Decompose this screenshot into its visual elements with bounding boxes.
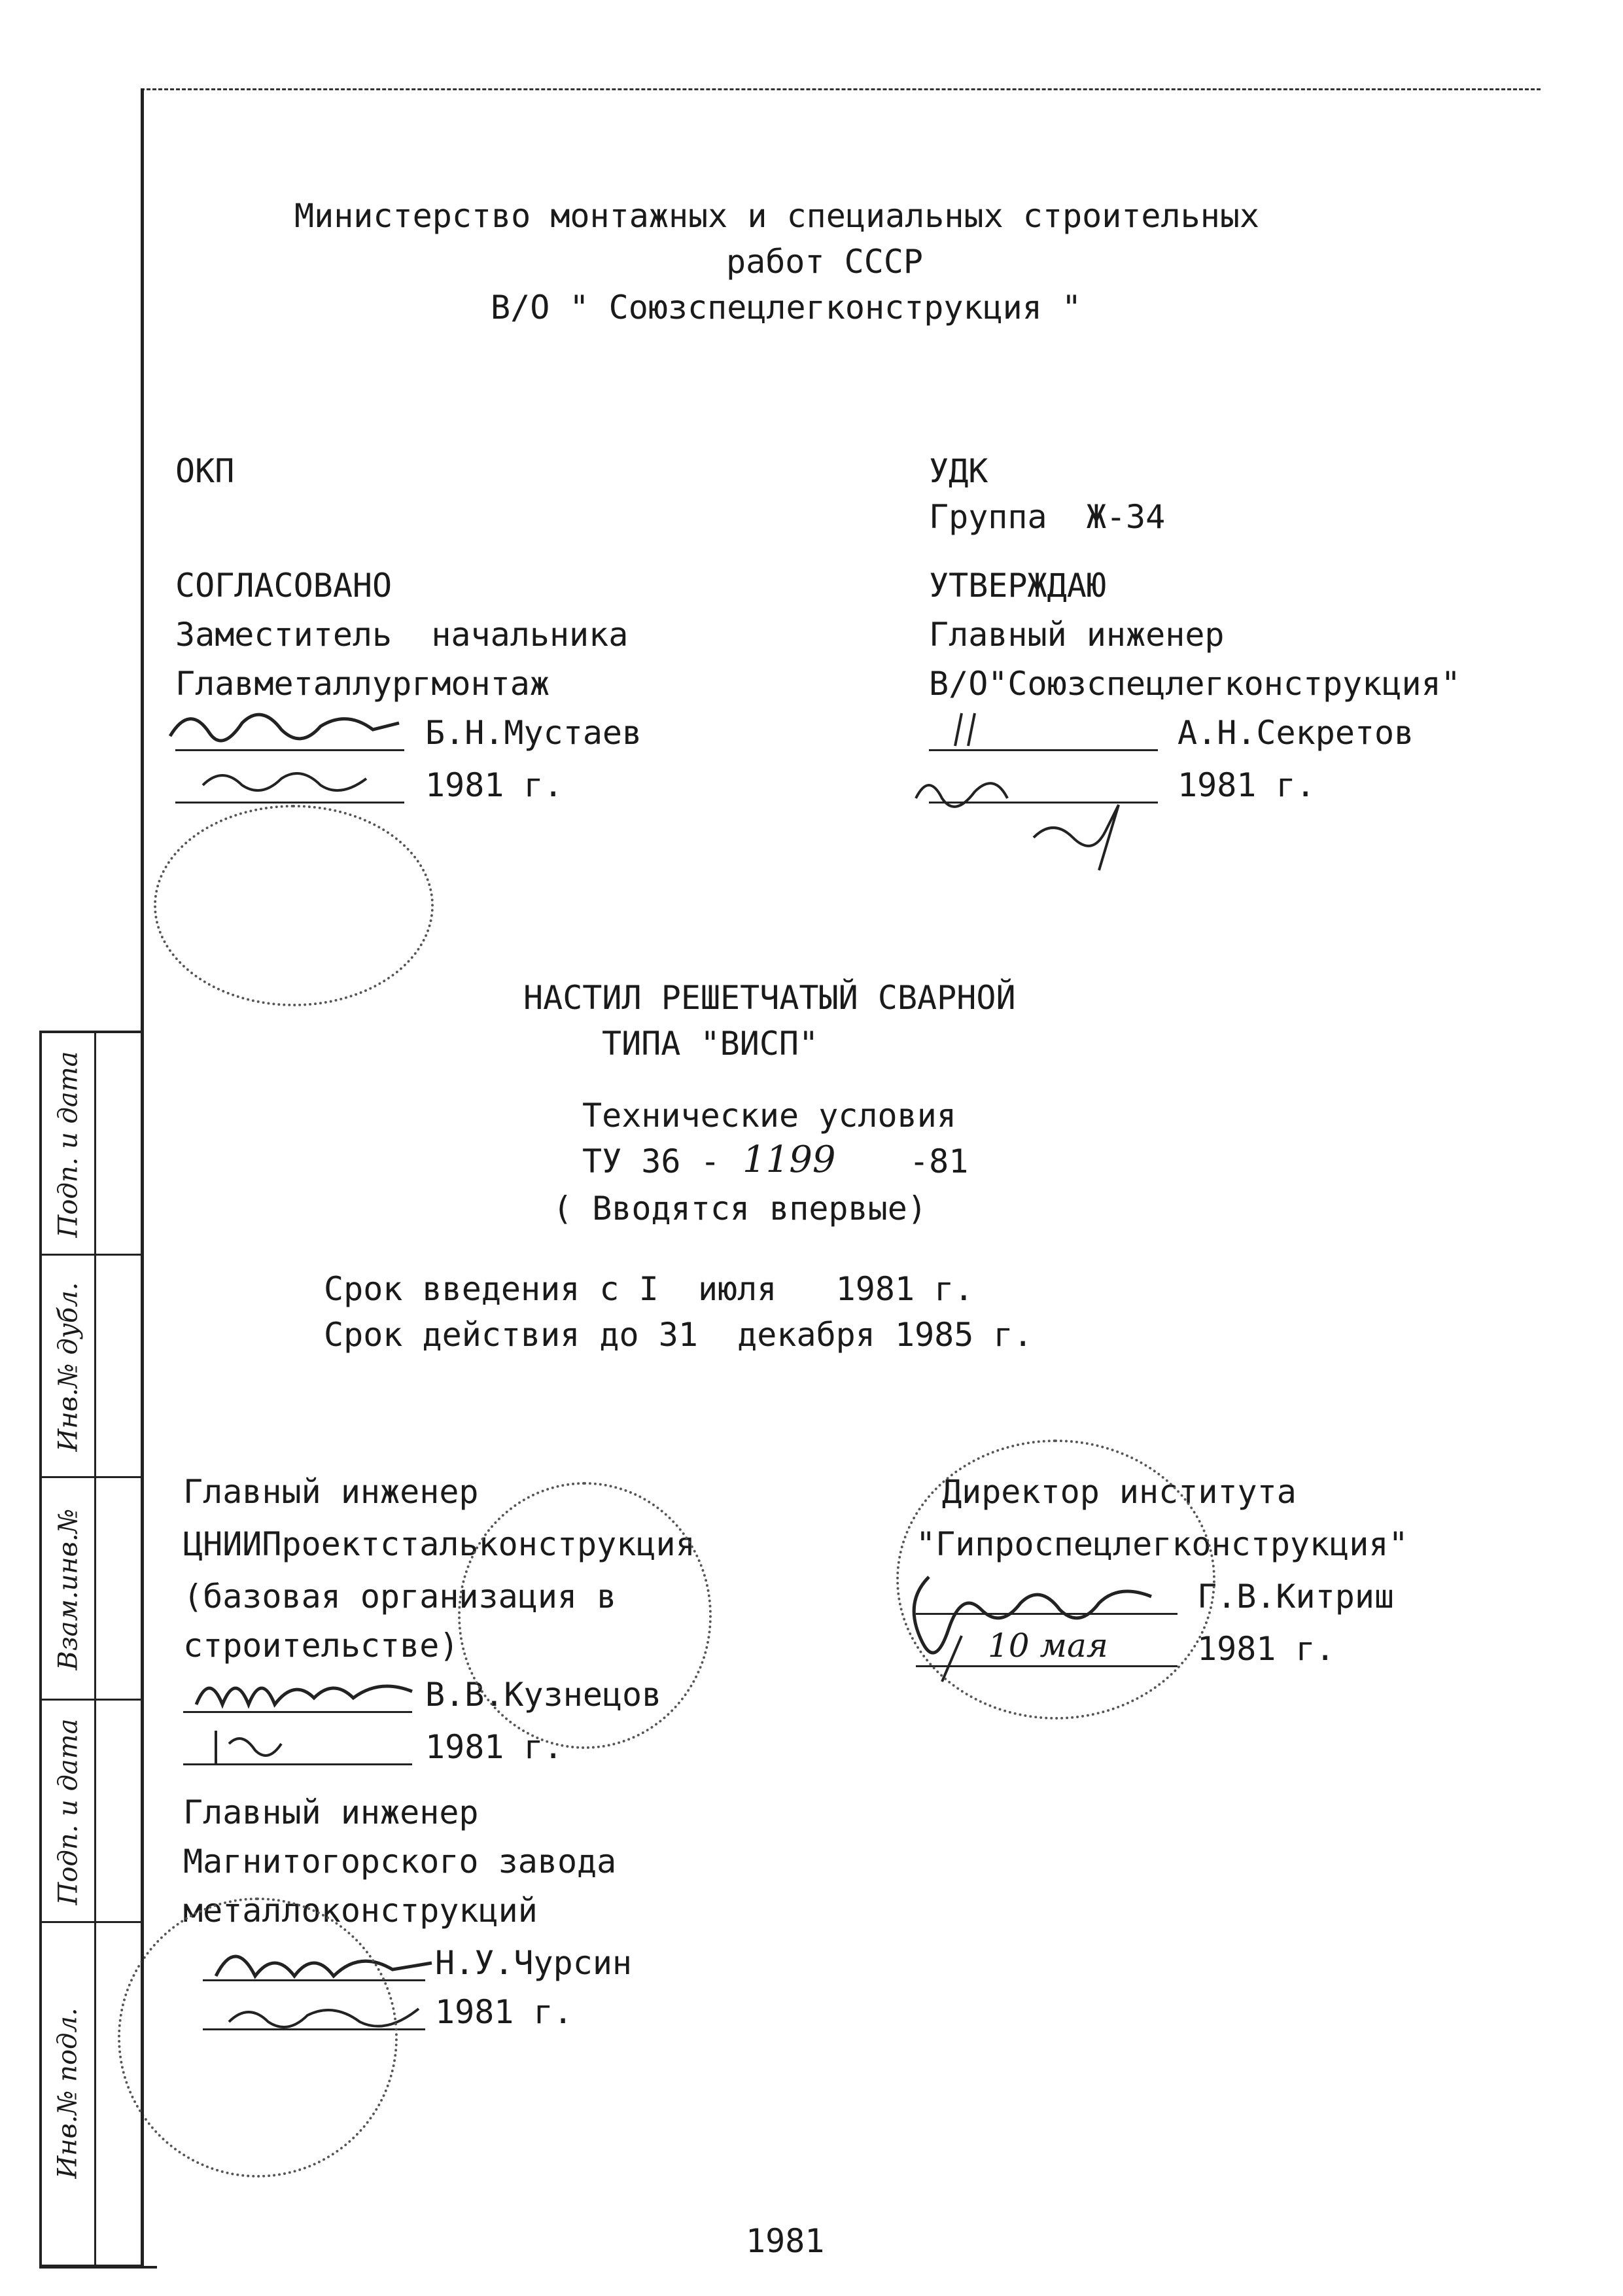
right-name: Г.В.Китриш	[1197, 1578, 1395, 1616]
okp-label: ОКП	[175, 452, 235, 490]
right-date-handwritten: 10 мая	[988, 1627, 1108, 1665]
left2-year: 1981 г.	[435, 1993, 573, 2031]
frame-top-line	[141, 88, 1541, 90]
tu-suffix: -81	[909, 1142, 969, 1180]
group-label: Группа Ж-34	[929, 498, 1166, 536]
left2-organization: Магнитогорского завода	[183, 1843, 617, 1881]
term-start: Срок введения с I июля 1981 г.	[324, 1270, 974, 1308]
stamp-agreed	[154, 805, 434, 1006]
header-organization: В/О " Союзспецлегконструкция "	[491, 289, 1082, 327]
left2-position: Главный инженер	[183, 1793, 479, 1831]
agreed-position: Заместитель начальника	[175, 616, 629, 654]
approved-position: Главный инженер	[929, 616, 1225, 654]
tu-number: 1199	[742, 1139, 836, 1181]
sidebar-label: Инв.№ дубл.	[53, 1282, 84, 1452]
sidebar-label: Подп. и дата	[53, 1718, 83, 1905]
header-ministry: Министерство монтажных и специальных строительных	[294, 197, 1260, 235]
approved-title: УТВЕРЖДАЮ	[929, 567, 1106, 605]
agreed-date-scribble	[196, 759, 379, 805]
left1-year: 1981 г.	[425, 1728, 563, 1766]
doc-title-line2: ТИПА "ВИСП"	[602, 1025, 819, 1063]
stamp-left2	[118, 1898, 398, 2178]
tu-prefix: ТУ 36 -	[582, 1142, 720, 1180]
agreed-title: СОГЛАСОВАНО	[175, 567, 393, 605]
registration-sidebar	[39, 1031, 144, 2267]
approved-organization: В/О"Союзспецлегконструкция"	[929, 665, 1461, 703]
stamp-right	[896, 1439, 1215, 1720]
sidebar-label: Взам.инв.№	[53, 1508, 83, 1670]
term-end: Срок действия до 31 декабря 1985 г.	[324, 1316, 1033, 1354]
right-organization: "Гипроспецлегконструкция"	[916, 1525, 1408, 1563]
approved-signature	[903, 707, 1178, 877]
doc-title-line1: НАСТИЛ РЕШЕТЧАТЫЙ СВАРНОЙ	[523, 979, 1016, 1017]
left1-position: Главный инженер	[183, 1473, 479, 1511]
doc-subtitle: Технические условия	[582, 1097, 956, 1135]
right-year: 1981 г.	[1197, 1630, 1335, 1668]
approved-name: А.Н.Секретов	[1178, 714, 1414, 752]
agreed-signature	[150, 697, 412, 762]
approved-year: 1981 г.	[1178, 766, 1316, 804]
header-ussr: работ СССР	[726, 243, 924, 281]
sidebar-label: Инв.№ подл.	[53, 2007, 84, 2179]
right-position: Директор института	[942, 1473, 1297, 1511]
doc-note: ( Вводятся впервые)	[553, 1190, 927, 1227]
udk-label: УДК	[929, 452, 988, 490]
left1-organization: ЦНИИПроектстальконструкция	[183, 1525, 695, 1563]
agreed-name: Б.Н.Мустаев	[425, 714, 642, 752]
left1-name: В.В.Кузнецов	[425, 1676, 662, 1714]
left2-organization-cont: металлоконструкций	[183, 1892, 538, 1930]
agreed-organization: Главметаллургмонтаж	[175, 665, 550, 703]
left1-note: (базовая организация в	[183, 1578, 617, 1616]
left1-signature	[190, 1659, 438, 1776]
left1-note-cont: строительстве)	[183, 1627, 459, 1665]
agreed-year: 1981 г.	[425, 766, 563, 804]
stamp-left1	[458, 1482, 712, 1749]
footer-year: 1981	[746, 2222, 825, 2260]
left2-name: Н.У.Чурсин	[435, 1944, 633, 1982]
sidebar-label: Подп. и дата	[53, 1051, 83, 1238]
